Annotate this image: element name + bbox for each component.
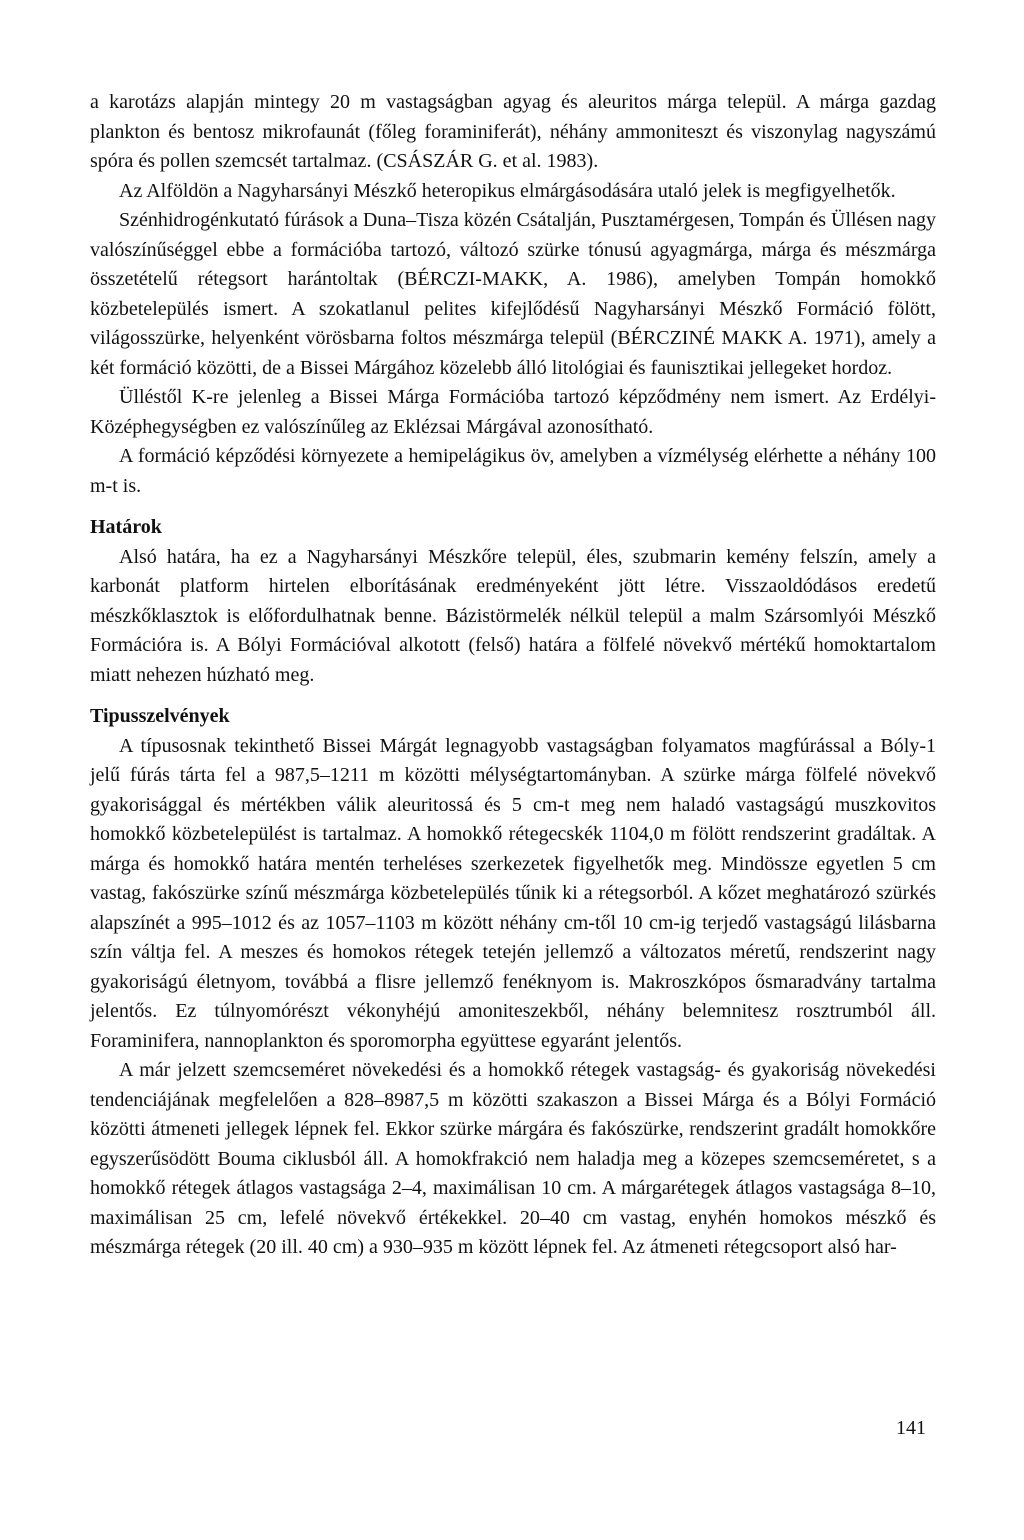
paragraph-hatarok-1: Alsó határa, ha ez a Nagyharsányi Mészkőre települ, éles, szubmarin kemény felszín, amely a karbonát platform hirtelen elborításának eredményeként jött létre. Visszaoldódásos eredetű mészkőklasztok is előfordulhatnak benne. Bázistörmelék nélkül települ a malm Szársomlyói Mészkő Formációra is. A Bólyi Formációval alkotott (felső) határa a fölfelé növekvő mértékű homoktartalom miatt nehezen húzható meg. xyxy=(90,545,936,686)
paragraph-intro-1: a karotázs alapján mintegy 20 m vastagságban agyag és aleuritos márga települ. A márga gazdag plankton és bentosz mikrofaunát (főleg foraminiferát), néhány ammoniteszt és viszonylag nagyszámú spóra és pollen szemcsét tartalmaz. (CSÁSZÁR G. et al. 1983). xyxy=(90,91,936,172)
paragraph-tipusszelvenyek-1: A típusosnak tekinthető Bissei Márgát legnagyobb vastagságban folyamatos magfúrással a Bóly-1 jelű fúrás tárta fel a 987,5–1211 m közötti mélységtartományban. A szürke márga fölfelé növekvő gyakorisággal és mértékben válik aleuritossá és 5 cm-t meg nem haladó vastagságú muszkovitos homokkő közbetelepülést is tartalmaz. A homokkő rétegecskék 1104,0 m fölött rendszerint gradáltak. A márga és homokkő határa mentén terheléses szerkezetek figyelhetők meg. Mindössze egyetlen 5 cm vastag, fakószürke színű mészmárga közbetelepülés tűnik ki a rétegsorból. A kőzet meghatározó szürkés alapszínét a 995–1012 és az 1057–1103 m között néhány cm-től 10 cm-ig terjedő vastagságú lilásbarna szín váltja fel. A meszes és homokos rétegek tetején jellemző a változatos méretű, rendszerint nagy gyakoriságú életnyom, továbbá a flisre jellemző fenéknyom is. Makroszkópos ősmaradvány tartalma jelentős. Ez túlnyomórészt vékonyhéjú amoniteszekből, néhány belemnitesz rosztrumból áll. Foraminifera, nannoplankton és sporomorpha együttese egyaránt jelentős. xyxy=(90,734,936,1052)
heading-tipusszelvenyek: Tipusszelvények xyxy=(90,705,230,727)
section-spacer xyxy=(90,690,936,702)
page-body xyxy=(90,88,936,1263)
paragraph-intro-4: Ülléstől K-re jelenleg a Bissei Márga Formációba tartozó képződmény nem ismert. Az Erdélyi-Középhegységben ez valószínűleg az Eklézsai Márgával azonosítható. xyxy=(90,386,936,438)
paragraph-intro-3: Szénhidrogénkutató fúrások a Duna–Tisza közén Csátalján, Pusztamérgesen, Tompán és Üllésen nagy valószínűséggel ebbe a formációba tartozó, változó szürke tónusú agyagmárga, márga és mészmárga összetételű rétegsort harántoltak (BÉRCZI-MAKK, A. 1986), amelyben Tompán homokkő közbetelepülés ismert. A szokatlanul pelites kifejlődésű Nagyharsányi Mészkő Formáció fölött, világosszürke, helyenként vörösbarna foltos mészmárga települ (BÉRCZINÉ MAKK A. 1971), amely a két formáció közötti, de a Bissei Márgához közelebb álló litológiai és faunisztikai jellegeket hordoz. xyxy=(90,209,936,379)
section-spacer xyxy=(90,501,936,513)
page-number: 141 xyxy=(896,1417,926,1439)
heading-hatarok: Határok xyxy=(90,516,162,538)
paragraph-intro-5: A formáció képződési környezete a hemipelágikus öv, amelyben a vízmélység elérhette a néhány 100 m-t is. xyxy=(90,445,936,497)
paragraph-intro-2: Az Alföldön a Nagyharsányi Mészkő heteropikus elmárgásodására utaló jelek is megfigyelhetők. xyxy=(119,179,896,202)
paragraph-tipusszelvenyek-2: A már jelzett szemcseméret növekedési és a homokkő rétegek vastagság- és gyakoriság növekedési tendenciájának megfelelően a 828–8987,5 m közötti szakaszon a Bissei Márga és a Bólyi Formáció közötti átmeneti jellegek lépnek fel. Ekkor szürke márgára és fakószürke, rendszerint gradált homokkőre egyszerűsödött Bouma ciklusból áll. A homokfrakció nem haladja meg a közepes szemcseméretet, s a homokkő rétegek átlagos vastagsága 2–4, maximálisan 10 cm. A márgarétegek átlagos vastagsága 8–10, maximálisan 25 cm, lefelé növekvő értékekkel. 20–40 cm vastag, enyhén homokos mészkő és mészmárga rétegek (20 ill. 40 cm) a 930–935 m között lépnek fel. Az átmeneti rétegcsoport alsó har- xyxy=(90,1059,936,1258)
